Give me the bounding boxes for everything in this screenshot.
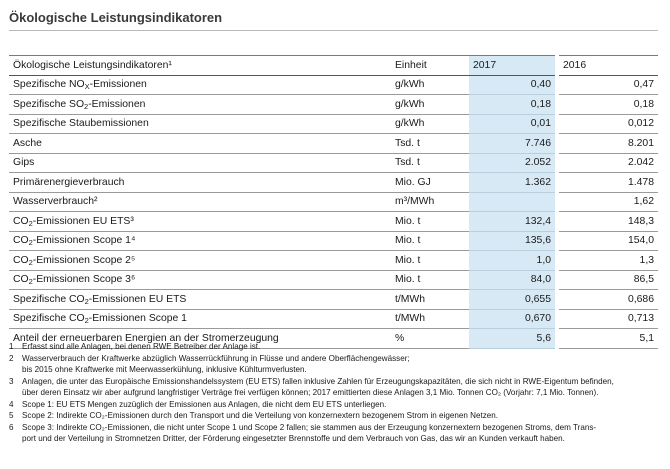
indicator-unit: Mio. t (391, 231, 469, 251)
value-2016: 0,18 (559, 95, 658, 115)
indicator-unit: g/kWh (391, 75, 469, 95)
indicator-name: Spezifische $NO_X$-Emissionen (9, 75, 391, 95)
footnote-line (9, 364, 664, 376)
value-2017 (469, 192, 555, 212)
footnote-number: 1 (9, 342, 14, 351)
table-row (9, 290, 658, 310)
table-row (9, 270, 658, 290)
value-2016: 0,47 (559, 75, 658, 95)
footnote-text: Scope 3: Indirekte CO₂-Emissionen, die nicht unter Scope 1 und Scope 2 fallen; sie stammen aus der Erzeugung konzernextern bezogenen Stroms, dem Trans- (22, 422, 597, 432)
footnote-text: Wasserverbrauch der Kraftwerke abzüglich Wasserrückführung in Flüsse und andere Oberflächengewässer; (22, 353, 410, 363)
footnote-text: über deren Einsatz wir aber aufgrund langfristiger Verträge frei verfügen können; 2017 emittierten diese Anlagen 3,1 Mio. Tonnen CO₂ (Vorjahr: 7,1 Mio. Tonnen). (22, 388, 599, 397)
footnote-number (9, 364, 22, 376)
indicator-name: Anteil der erneuerbaren Energien an der Stromerzeugung (9, 329, 391, 349)
indicator-unit: t/MWh (391, 290, 469, 310)
footnote-text: Anlagen, die unter das Europäische Emissionshandelssystem (EU ETS) fallen inklusive Zahlen für Erzeugungskapazitäten, die sich nicht in RWE-Eigentum befinden, (22, 376, 614, 386)
table-row (9, 212, 658, 232)
value-2017: 0,40 (469, 75, 555, 95)
indicator-name: Spezifische $CO_2$-Emissionen EU ETS (9, 290, 391, 310)
footnote-line (9, 353, 664, 365)
footnote-line (9, 341, 664, 353)
value-2016: 86,5 (559, 270, 658, 290)
footnote-number (9, 433, 22, 445)
footnote-line (9, 376, 664, 388)
indicator-unit: g/kWh (391, 95, 469, 115)
value-2016: 1,3 (559, 251, 658, 271)
value-2017: 0,18 (469, 95, 555, 115)
table-header-row (9, 56, 658, 76)
footnote-line (9, 399, 664, 411)
indicator-name: $CO_2$-Emissionen Scope 1⁴ (9, 231, 391, 251)
value-2017: 132,4 (469, 212, 555, 232)
indicator-name: $CO_2$-Emissionen EU ETS³ (9, 212, 391, 232)
footnotes (9, 341, 664, 445)
footnote-line (9, 433, 664, 445)
indicator-name: Spezifische Staubemissionen (9, 114, 391, 134)
header-year-2017: 2017 (469, 56, 555, 76)
indicator-unit: t/MWh (391, 309, 469, 329)
footnote-line (9, 410, 664, 422)
footnote-text: port und der Verteilung in Stromnetzen Dritter, der Förderung eingesetzter Brennstoffe und dem Verbrauch von Gas, das wir an Kunden verkauft haben. (22, 434, 565, 443)
indicator-unit: Mio. t (391, 270, 469, 290)
value-2017: 0,655 (469, 290, 555, 310)
value-2017: 1,0 (469, 251, 555, 271)
header-unit: Einheit (391, 56, 469, 76)
value-2017: 0,01 (469, 114, 555, 134)
title-divider (9, 30, 658, 31)
value-2016: 2.042 (559, 153, 658, 173)
indicator-name: Primärenergieverbrauch (9, 173, 391, 193)
table-row (9, 153, 658, 173)
table-row (9, 309, 658, 329)
footnote-number: 3 (9, 376, 14, 386)
value-2017: 135,6 (469, 231, 555, 251)
indicator-unit: Tsd. t (391, 153, 469, 173)
table-row (9, 173, 658, 193)
indicator-unit: % (391, 329, 469, 349)
value-2016: 1.478 (559, 173, 658, 193)
footnote-number: 5 (9, 411, 14, 420)
footnote-text: Scope 1: EU ETS Mengen zuzüglich der Emissionen aus Anlagen, die nicht dem EU ETS unterliegen. (22, 399, 387, 409)
value-2017: 5,6 (469, 329, 555, 349)
indicator-unit: Mio. t (391, 251, 469, 271)
indicator-name: Spezifische $SO_2$-Emissionen (9, 95, 391, 115)
value-2017: 7.746 (469, 134, 555, 154)
table-row (9, 75, 658, 95)
indicator-unit: Mio. GJ (391, 173, 469, 193)
value-2016: 8.201 (559, 134, 658, 154)
footnote-line (9, 387, 664, 399)
indicator-unit: Tsd. t (391, 134, 469, 154)
indicator-unit: g/kWh (391, 114, 469, 134)
value-2016: 1,62 (559, 192, 658, 212)
value-2017: 2.052 (469, 153, 555, 173)
header-year-2016: 2016 (559, 56, 658, 76)
footnote-line (9, 422, 664, 434)
footnote-number: 6 (9, 422, 14, 432)
table-row (9, 134, 658, 154)
footnote-text: bis 2015 ohne Kraftwerke mit Meerwasserkühlung, inklusive Kühlturmverlusten. (22, 365, 307, 374)
indicator-name: Wasserverbrauch² (9, 192, 391, 212)
indicator-name: $CO_2$-Emissionen Scope 3⁶ (9, 270, 391, 290)
table-row (9, 251, 658, 271)
page-title: Ökologische Leistungsindikatoren (9, 10, 223, 25)
table-row (9, 192, 658, 212)
indicator-name: Gips (9, 153, 391, 173)
value-2016: 5,1 (559, 329, 658, 349)
value-2016: 0,713 (559, 309, 658, 329)
indicator-unit: Mio. t (391, 212, 469, 232)
value-2016: 148,3 (559, 212, 658, 232)
value-2016: 154,0 (559, 231, 658, 251)
indicator-name: $CO_2$-Emissionen Scope 2⁵ (9, 251, 391, 271)
value-2017: 0,670 (469, 309, 555, 329)
value-2017: 84,0 (469, 270, 555, 290)
footnote-text: Scope 2: Indirekte CO₂-Emissionen durch den Transport und die Verteilung von konzernextern bezogenem Strom in eigenen Netzen. (22, 411, 499, 420)
footnote-number (9, 387, 22, 399)
footnote-number: 2 (9, 353, 14, 363)
header-indicator: Ökologische Leistungsindikatoren¹ (9, 56, 391, 76)
indicator-unit: m³/MWh (391, 192, 469, 212)
table-row (9, 95, 658, 115)
value-2017: 1.362 (469, 173, 555, 193)
footnote-number: 4 (9, 399, 14, 409)
footnote-text: Erfasst sind alle Anlagen, bei denen RWE Betreiber der Anlage ist. (22, 342, 261, 351)
table-row (9, 231, 658, 251)
indicator-name: Spezifische $CO_2$-Emissionen Scope 1 (9, 309, 391, 329)
table-row (9, 114, 658, 134)
indicator-name: Asche (9, 134, 391, 154)
value-2016: 0,012 (559, 114, 658, 134)
value-2016: 0,686 (559, 290, 658, 310)
indicator-table (9, 55, 658, 349)
